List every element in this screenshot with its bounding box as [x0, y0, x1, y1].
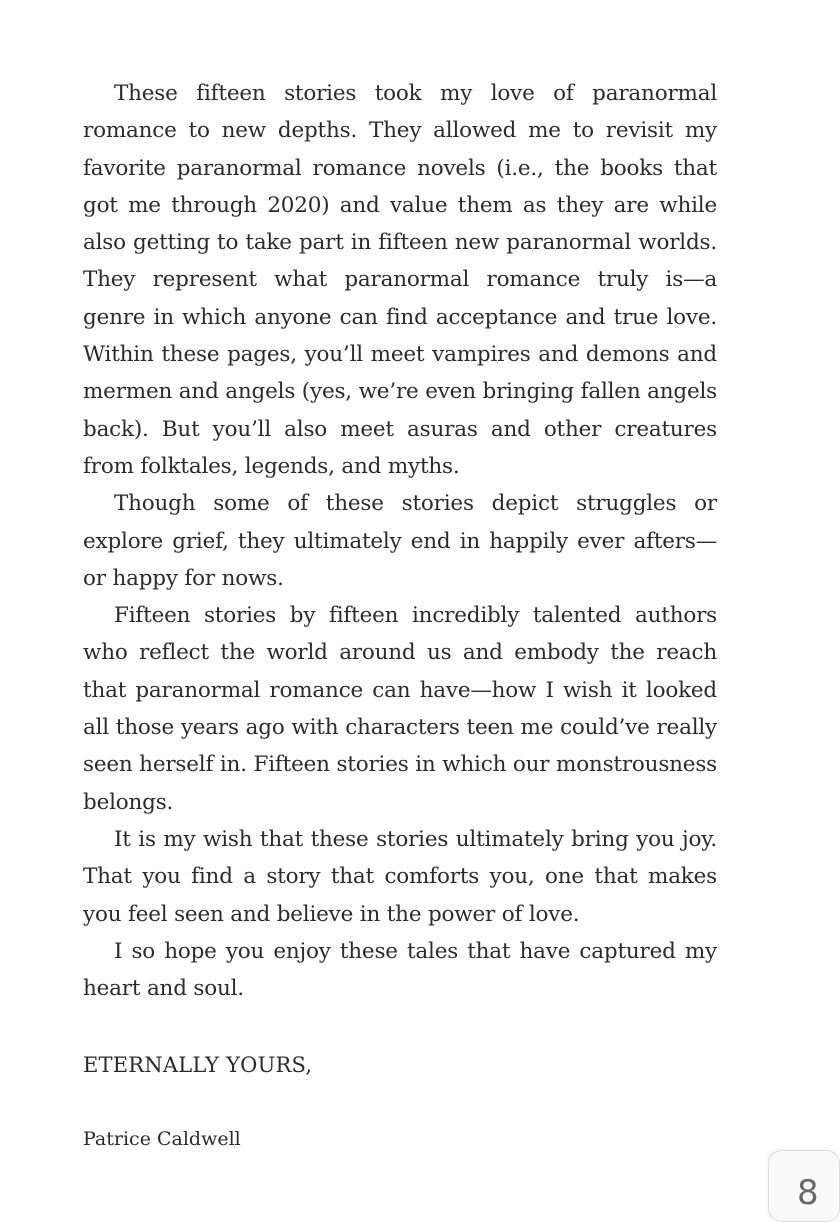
page-number-label: 8	[797, 1173, 819, 1213]
document-page	[83, 75, 717, 1156]
closing-line: ETERNALLY YOURS,	[83, 1053, 313, 1078]
body-paragraph: It is my wish that these stories ultimately bring you joy. That you find a story that comforts you, one that makes you feel seen and believe in the power of love.	[83, 826, 717, 927]
author-signature: Patrice Caldwell	[83, 1128, 241, 1151]
body-paragraph: I so hope you enjoy these tales that have captured my heart and soul.	[83, 938, 717, 1002]
body-paragraph: Fifteen stories by fifteen incredibly talented authors who reflect the world around us and embody the reach that paranormal romance can have—how I wish it looked all those years ago with characters teen me could’ve really seen herself in. Fifteen stories in which our monstrousness belongs.	[83, 603, 717, 815]
body-paragraph: Though some of these stories depict struggles or explore grief, they ultimately end in happily ever afters—or happy for nows.	[83, 491, 717, 591]
page-number-badge[interactable]	[768, 1150, 840, 1222]
body-paragraph: These fifteen stories took my love of paranormal romance to new depths. They allowed me to revisit my favorite paranormal romance novels (i.e., the books that got me through 2020) and value them as they are while also getting to take part in fifteen new paranormal worlds. They represent what paranormal romance truly is—a genre in which anyone can find acceptance and true love. Within these pages, you’ll meet vampires and demons and mermen and angels (yes, we’re even bringing fallen angels back). But you’ll also meet asuras and other creatures from folktales, legends, and myths.	[83, 81, 717, 479]
